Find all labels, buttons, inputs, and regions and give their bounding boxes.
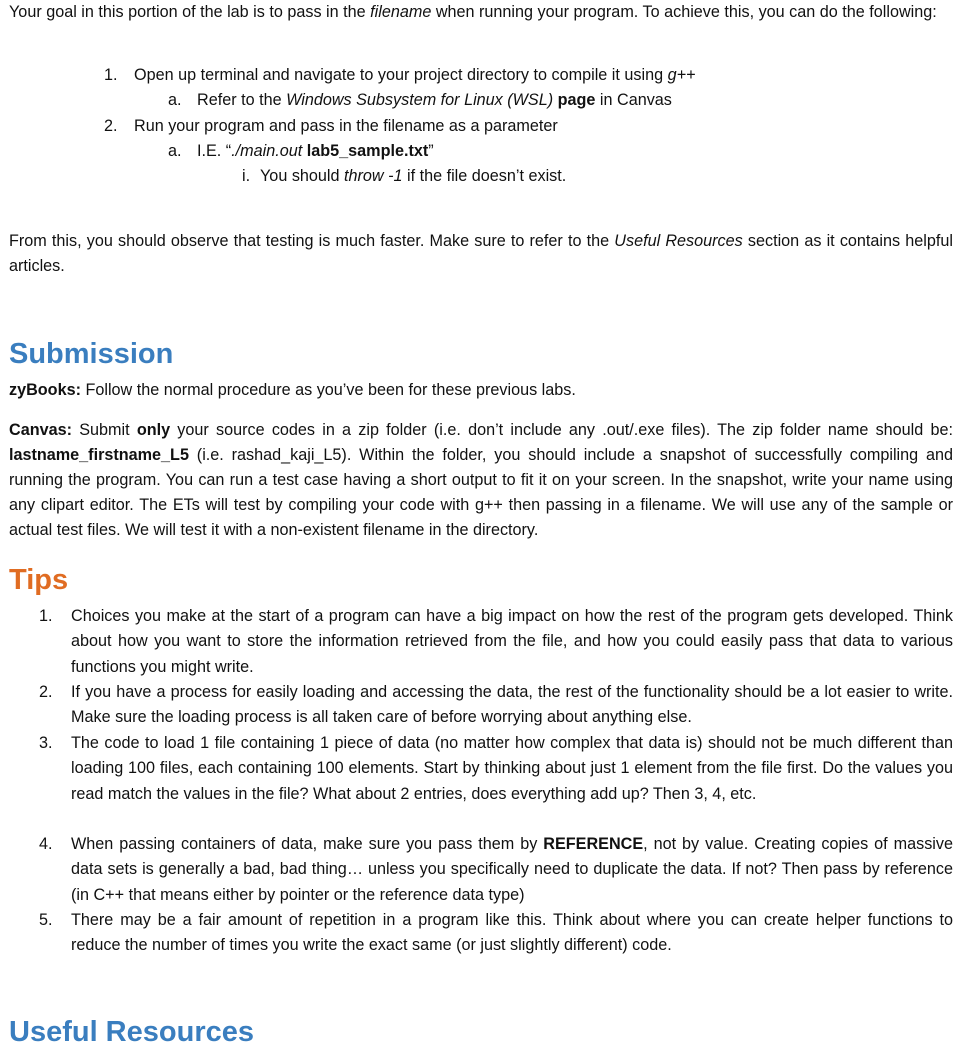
tip-1: Choices you make at the start of a program can have a big impact on how the rest of the program gets developed. Think about how you want to store the information retrieved from the file, and how you could easily pass that data to various functions you might write. bbox=[71, 607, 953, 676]
reference-bold: REFERENCE bbox=[543, 835, 644, 853]
step-1 bbox=[134, 63, 696, 88]
tip-5: There may be a fair amount of repetition in a program like this. Think about where you can create helper functions to reduce the number of times you write the exact same (or just slightly different) code. bbox=[71, 911, 953, 955]
tip-3-number: 3. bbox=[39, 734, 53, 752]
gpp-emphasis: g++ bbox=[667, 66, 696, 84]
main-out-emphasis: ./main.out bbox=[231, 142, 303, 160]
intro-paragraph bbox=[9, 0, 953, 25]
intro-text-tail: when running your program. To achieve this, you can do the following: bbox=[431, 3, 937, 21]
step-2ai bbox=[260, 164, 566, 189]
step-2-number: 2. bbox=[104, 117, 118, 135]
step-2ai-number: i. bbox=[242, 167, 251, 185]
throw-emphasis: throw -1 bbox=[344, 167, 403, 185]
tip-1-number: 1. bbox=[39, 607, 53, 625]
step-1-number: 1. bbox=[104, 66, 118, 84]
zybooks-text: Follow the normal procedure as you’ve been for these previous labs. bbox=[80, 381, 576, 399]
step-2ai-prefix: You should bbox=[260, 167, 345, 185]
step-1a-number: a. bbox=[168, 91, 182, 109]
useful-resources-emphasis: Useful Resources bbox=[614, 232, 743, 250]
step-2a-prefix: I.E. “ bbox=[197, 142, 232, 160]
only-bold: only bbox=[136, 421, 171, 439]
zybooks-paragraph bbox=[9, 378, 953, 403]
wsl-page-emphasis: Windows Subsystem for Linux (WSL) bbox=[286, 91, 554, 109]
filename-emphasis: filename bbox=[370, 3, 432, 21]
canvas-text-a: Submit bbox=[71, 421, 137, 439]
testing-text: From this, you should observe that testing is much faster. Make sure to refer to the bbox=[9, 232, 615, 250]
tip-4-text-c: , not by value. Creating copies of massive data sets is generally a bad, bad thing… unless you specifically need to duplicate the data. If not? Then pass by reference (in C++ that means either by pointer or the reference data type) bbox=[71, 835, 953, 904]
canvas-label: Canvas: bbox=[9, 421, 72, 439]
submission-heading: Submission bbox=[9, 338, 174, 370]
step-2a-number: a. bbox=[168, 142, 182, 160]
step-2a-suffix: ” bbox=[428, 142, 434, 160]
step-1a bbox=[197, 88, 672, 113]
tip-2-number: 2. bbox=[39, 683, 53, 701]
canvas-paragraph bbox=[9, 418, 953, 543]
useful-resources-heading-cut: Useful Resources bbox=[9, 1016, 254, 1048]
tip-4-number: 4. bbox=[39, 835, 53, 853]
step-1a-tail: in Canvas bbox=[595, 91, 672, 109]
tip-4 bbox=[71, 832, 953, 908]
tips-heading: Tips bbox=[9, 564, 69, 596]
tip-5-number: 5. bbox=[39, 911, 53, 929]
canvas-text-b: your source codes in a zip folder (i.e. don’t include any .out/.exe files). The zip folder name should be: bbox=[170, 421, 953, 439]
testing-text-tail: section as it contains helpful articles. bbox=[9, 232, 953, 275]
testing-paragraph bbox=[9, 229, 953, 279]
step-1-text: Open up terminal and navigate to your project directory to compile it using bbox=[134, 66, 668, 84]
canvas-text-c: (i.e. rashad_kaji_L5). Within the folder, you should include a snapshot of successfully compiling and running the program. You can run a test case having a short output to fit it on your screen. In the snapshot, write your name using any clipart editor. The ETs will test by compiling your code with g++ then passing in a filename. We will use any of the sample or actual test files. We will test it with a non-existent filename in the directory. bbox=[9, 446, 953, 539]
folder-name-bold: lastname_firstname_L5 bbox=[9, 446, 189, 464]
tip-2: If you have a process for easily loading and accessing the data, the rest of the functionality should be a lot easier to write. Make sure the loading process is all taken care of before worrying about anything else. bbox=[71, 683, 953, 727]
step-2ai-suffix: if the file doesn’t exist. bbox=[402, 167, 567, 185]
step-1a-text: Refer to the bbox=[197, 91, 287, 109]
step-2: Run your program and pass in the filename as a parameter bbox=[134, 117, 558, 135]
tip-3: The code to load 1 file containing 1 piece of data (no matter how complex that data is) should not be much different than loading 100 files, each containing 100 elements. Start by thinking about just 1 element from the file first. Do the values you read match the values in the file? What about 2 entries, does everything add up? Then 3, 4, etc. bbox=[71, 734, 953, 803]
page-bold: page bbox=[557, 91, 596, 109]
zybooks-label: zyBooks: bbox=[9, 381, 81, 399]
step-2a bbox=[197, 139, 434, 164]
intro-text: Your goal in this portion of the lab is to pass in the bbox=[9, 3, 371, 21]
sample-file-bold: lab5_sample.txt bbox=[306, 142, 429, 160]
tip-4-text-a: When passing containers of data, make sure you pass them by bbox=[71, 835, 544, 853]
